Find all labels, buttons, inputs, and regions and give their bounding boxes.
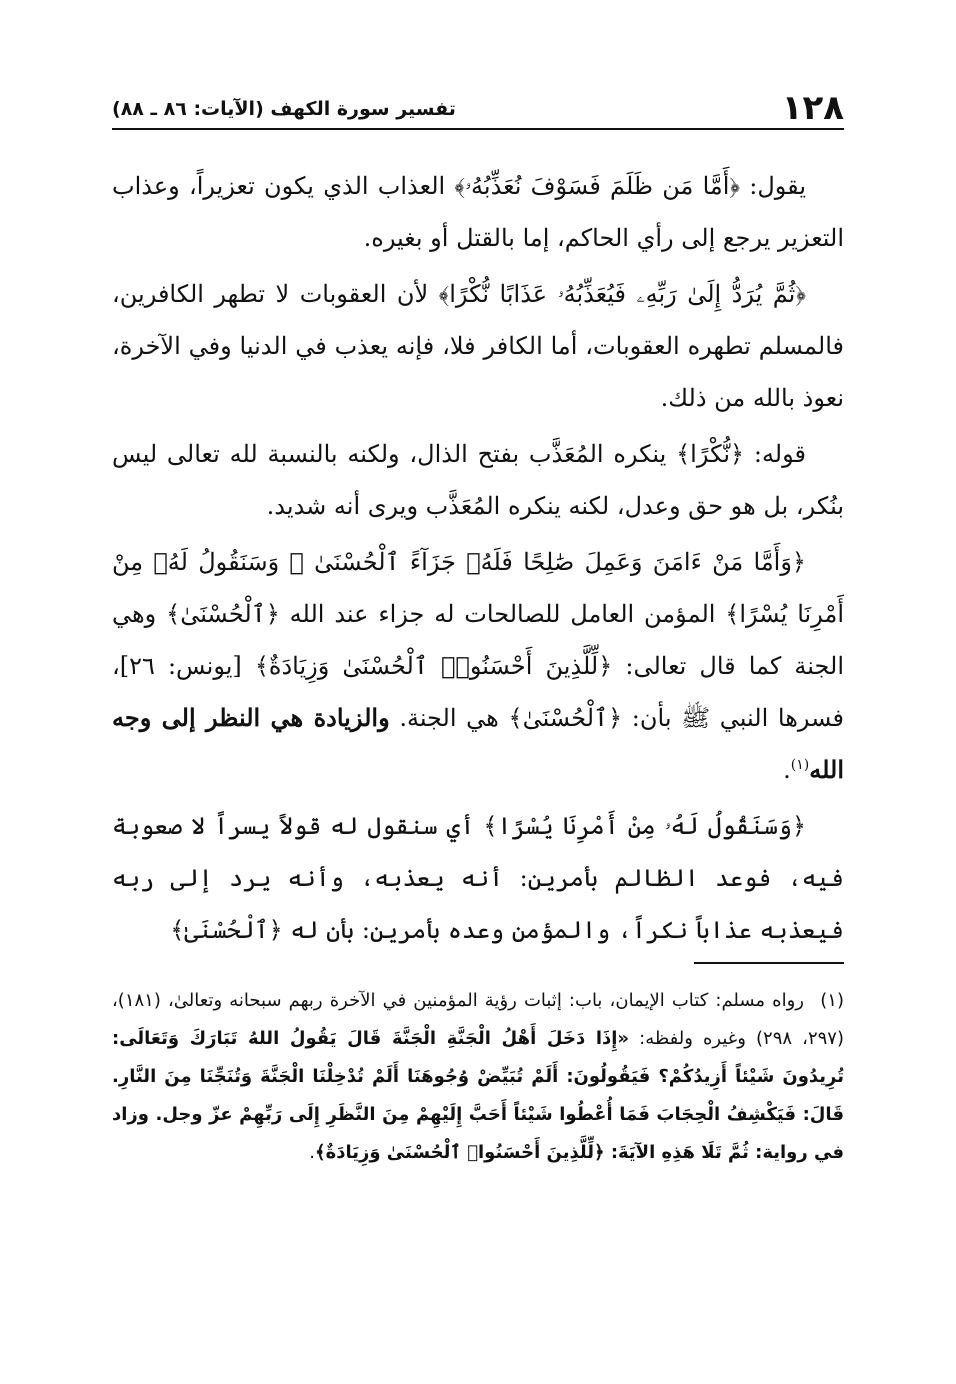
text-segment: هي الجنة. bbox=[389, 704, 509, 732]
quran-verse: ﴿لِّلَّذِينَ أَحْسَنُوا۟ ٱلْحُسْنَىٰ وَزِيَادَةٌ﴾ bbox=[254, 652, 613, 680]
footnote-reference[interactable]: (١) bbox=[790, 757, 810, 773]
bold-statement: والزيادة هي النظر إلى وجه الله bbox=[112, 703, 844, 784]
hadith-text: ثُمَّ تَلَا هَذِهِ الآيَةَ: bbox=[604, 1142, 749, 1163]
book-page bbox=[112, 88, 844, 1308]
page-number: ١٢٨ bbox=[781, 88, 844, 128]
footnote-text: عزّ وجل. وزاد في رواية: bbox=[112, 1104, 844, 1163]
quran-verse: ﴿وَأَمَّا مَنْ ءَامَنَ وَعَمِلَ صَٰلِحًا فَلَهُۥ جَزَآءً ٱلْحُسْنَىٰ ۖ وَسَنَقُولُ لَهُۥ مِنْ أَمْرِنَا يُسْرًا﴾ bbox=[112, 548, 844, 628]
hadith-text: «إِذَا دَخَلَ أَهْلُ الْجَنَّةِ الْجَنَّةَ قَالَ يَقُولُ اللهُ تَبَارَكَ وَتَعَالَى: تُرِيدُونَ شَيْئاً أَزِيدُكُمْ؟ فَيَقُولُونَ: أَلَمْ تُبَيِّضْ وُجُوهَنَا أَلَمْ تُدْخِلْنَا الْجَنَّةَ وَتُنَجِّنَا مِنَ النَّارِ. قَالَ: فَيَكْشِفُ الْحِجَابَ فَمَا أُعْطُوا شَيْئاً أَحَبَّ إِلَيْهِمْ مِنَ النَّظَرِ إِلَى رَبِّهِمْ bbox=[112, 1028, 844, 1125]
text-segment: المؤمن العامل للصالحات له جزاء عند الله bbox=[279, 600, 726, 628]
paragraph-3 bbox=[112, 428, 844, 532]
quran-verse: ﴿ٱلْحُسْنَىٰ﴾ bbox=[170, 916, 283, 944]
quran-verse: ﴿نُّكْرًا﴾ bbox=[676, 440, 745, 468]
text-segment: يقول: bbox=[740, 172, 806, 200]
text-segment: [يونس: ٢٦]، فسرها النبي ﷺ بأن: bbox=[112, 652, 845, 732]
footnote-number: (١) bbox=[820, 990, 844, 1011]
quran-verse: ﴿أَمَّا مَن ظَلَمَ فَسَوْفَ نُعَذِّبُهُۥ﴾ bbox=[454, 172, 741, 200]
quran-verse: ﴿وَسَنَقُولُ لَهُۥ مِنْ أَمْرِنَا يُسْرًا﴾ bbox=[483, 812, 807, 840]
paragraph-5 bbox=[112, 800, 844, 956]
text-segment: العذاب الذي يكون تعزيراً، وعذاب التعزير يرجع إلى رأي الحاكم، إما بالقتل أو بغيره. bbox=[112, 172, 844, 252]
text-segment: لأن العقوبات لا تطهر الكافرين، فالمسلم تطهره العقوبات، أما الكافر فلا، فإنه يعذب في الدنيا وفي الآخرة، نعوذ بالله من ذلك. bbox=[112, 280, 844, 412]
text-segment: . bbox=[783, 756, 791, 784]
text-segment: وهي الجنة كما قال تعالى: bbox=[112, 600, 844, 680]
quran-verse: ﴿ٱلْحُسْنَىٰ﴾ bbox=[508, 704, 623, 732]
paragraph-2 bbox=[112, 268, 844, 424]
footnote-text: . bbox=[309, 1142, 316, 1163]
text-segment: ينكره المُعَذَّب بفتح الذال، ولكنه بالنسبة لله تعالى ليس بنُكر، بل هو حق وعدل، لكنه ينكره المُعَذَّب ويرى أنه شديد. bbox=[112, 440, 844, 520]
page-header bbox=[112, 88, 844, 130]
quran-verse: ﴿ٱلْحُسْنَىٰ﴾ bbox=[166, 600, 280, 628]
quran-verse: ﴿لِّلَّذِينَ أَحْسَنُوا۟ ٱلْحُسْنَىٰ وَزِيَادَةٌ﴾ bbox=[315, 1142, 605, 1163]
footnote-divider bbox=[694, 962, 844, 964]
paragraph-4 bbox=[112, 536, 844, 796]
footnote-text: رواه مسلم: كتاب الإيمان، باب: إثبات رؤية المؤمنين في الآخرة ربهم سبحانه وتعالىٰ، (١٨١)، (٢٩٧، ٢٩٨) وغيره ولفظه: bbox=[112, 990, 844, 1049]
main-text bbox=[112, 160, 844, 956]
quran-verse: ﴿ثُمَّ يُرَدُّ إِلَىٰ رَبِّهِۦ فَيُعَذِّبُهُۥ عَذَابًا نُّكْرًا﴾ bbox=[438, 280, 806, 308]
text-segment: أي سنقول له قولاً يسراً لا صعوبة فيه، فوعد الظالم بأمرين: أنه يعذبه، وأنه يرد إلى ربه فيعذبه عذاباً نكراً، والمؤمن وعده بأمرين: بأن له bbox=[112, 812, 844, 944]
running-title: تفسير سورة الكهف (الآيات: ٨٦ ـ ٨٨) bbox=[112, 98, 456, 120]
text-segment: قوله: bbox=[744, 440, 806, 468]
footnote bbox=[112, 982, 844, 1172]
paragraph-1 bbox=[112, 160, 844, 264]
